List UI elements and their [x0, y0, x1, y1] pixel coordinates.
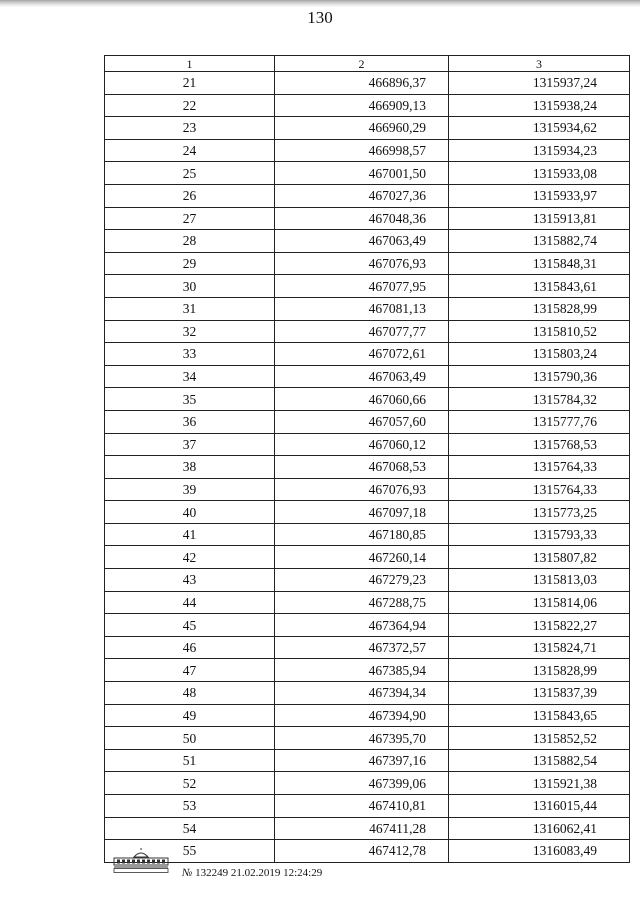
y-coordinate-cell: 1315764,33: [449, 478, 630, 501]
table-row: [105, 343, 630, 366]
column-header-1: 1: [105, 56, 275, 72]
y-coordinate-cell: 1315824,71: [449, 636, 630, 659]
table-row: [105, 659, 630, 682]
x-coordinate-cell: 467394,90: [275, 704, 449, 727]
point-number-cell: 34: [105, 365, 275, 388]
table-row: [105, 546, 630, 569]
x-coordinate-cell: 467081,13: [275, 297, 449, 320]
point-number-cell: 23: [105, 117, 275, 140]
registry-stamp-icon: [112, 848, 170, 874]
table-row: [105, 365, 630, 388]
point-number-cell: 37: [105, 433, 275, 456]
x-coordinate-cell: 467279,23: [275, 569, 449, 592]
y-coordinate-cell: 1315814,06: [449, 591, 630, 614]
point-number-cell: 38: [105, 456, 275, 479]
y-coordinate-cell: 1315843,61: [449, 275, 630, 298]
number-sign: №: [182, 867, 193, 879]
x-coordinate-cell: 467077,77: [275, 320, 449, 343]
y-coordinate-cell: 1315813,03: [449, 569, 630, 592]
y-coordinate-cell: 1315768,53: [449, 433, 630, 456]
y-coordinate-cell: 1315793,33: [449, 523, 630, 546]
y-coordinate-cell: 1315882,74: [449, 230, 630, 253]
table-row: [105, 252, 630, 275]
table-row: [105, 275, 630, 298]
x-coordinate-cell: 466909,13: [275, 94, 449, 117]
y-coordinate-cell: 1315934,23: [449, 139, 630, 162]
table-row: [105, 727, 630, 750]
table-row: [105, 704, 630, 727]
table-row: [105, 456, 630, 479]
x-coordinate-cell: 467097,18: [275, 501, 449, 524]
point-number-cell: 28: [105, 230, 275, 253]
point-number-cell: 55: [105, 840, 275, 863]
x-coordinate-cell: 467063,49: [275, 230, 449, 253]
table-row: [105, 207, 630, 230]
x-coordinate-cell: 466960,29: [275, 117, 449, 140]
point-number-cell: 21: [105, 72, 275, 95]
x-coordinate-cell: 467411,28: [275, 817, 449, 840]
table-row: [105, 795, 630, 818]
x-coordinate-cell: 466896,37: [275, 72, 449, 95]
table-row: [105, 614, 630, 637]
y-coordinate-cell: 1316015,44: [449, 795, 630, 818]
x-coordinate-cell: 467057,60: [275, 410, 449, 433]
x-coordinate-cell: 467180,85: [275, 523, 449, 546]
x-coordinate-cell: 467068,53: [275, 456, 449, 479]
x-coordinate-cell: 467048,36: [275, 207, 449, 230]
table-row: [105, 139, 630, 162]
point-number-cell: 50: [105, 727, 275, 750]
y-coordinate-cell: 1315777,76: [449, 410, 630, 433]
x-coordinate-cell: 466998,57: [275, 139, 449, 162]
point-number-cell: 41: [105, 523, 275, 546]
y-coordinate-cell: 1315934,62: [449, 117, 630, 140]
y-coordinate-cell: 1315843,65: [449, 704, 630, 727]
x-coordinate-cell: 467060,66: [275, 388, 449, 411]
x-coordinate-cell: 467076,93: [275, 478, 449, 501]
point-number-cell: 43: [105, 569, 275, 592]
point-number-cell: 53: [105, 795, 275, 818]
x-coordinate-cell: 467385,94: [275, 659, 449, 682]
point-number-cell: 46: [105, 636, 275, 659]
table-row: [105, 840, 630, 863]
table-row: [105, 478, 630, 501]
y-coordinate-cell: 1315921,38: [449, 772, 630, 795]
x-coordinate-cell: 467410,81: [275, 795, 449, 818]
point-number-cell: 32: [105, 320, 275, 343]
page-number: 130: [307, 8, 333, 27]
point-number-cell: 25: [105, 162, 275, 185]
table-row: [105, 230, 630, 253]
point-number-cell: 48: [105, 682, 275, 705]
x-coordinate-cell: 467288,75: [275, 591, 449, 614]
point-number-cell: 29: [105, 252, 275, 275]
x-coordinate-cell: 467260,14: [275, 546, 449, 569]
x-coordinate-cell: 467027,36: [275, 184, 449, 207]
point-number-cell: 44: [105, 591, 275, 614]
table-row: [105, 501, 630, 524]
point-number-cell: 52: [105, 772, 275, 795]
x-coordinate-cell: 467077,95: [275, 275, 449, 298]
point-number-cell: 30: [105, 275, 275, 298]
table-row: [105, 817, 630, 840]
y-coordinate-cell: 1315828,99: [449, 297, 630, 320]
coordinates-table: [104, 55, 630, 863]
point-number-cell: 39: [105, 478, 275, 501]
table-row: [105, 569, 630, 592]
table-row: [105, 297, 630, 320]
y-coordinate-cell: 1316062,41: [449, 817, 630, 840]
point-number-cell: 42: [105, 546, 275, 569]
point-number-cell: 40: [105, 501, 275, 524]
y-coordinate-cell: 1315837,39: [449, 682, 630, 705]
point-number-cell: 51: [105, 749, 275, 772]
point-number-cell: 33: [105, 343, 275, 366]
registration-number-date: 132249 21.02.2019 12:24:29: [195, 867, 323, 879]
table-row: [105, 433, 630, 456]
x-coordinate-cell: 467394,34: [275, 682, 449, 705]
point-number-cell: 26: [105, 184, 275, 207]
y-coordinate-cell: 1315933,97: [449, 184, 630, 207]
table-row: [105, 72, 630, 95]
x-coordinate-cell: 467395,70: [275, 727, 449, 750]
table-row: [105, 749, 630, 772]
y-coordinate-cell: 1315764,33: [449, 456, 630, 479]
point-number-cell: 24: [105, 139, 275, 162]
x-coordinate-cell: 467397,16: [275, 749, 449, 772]
x-coordinate-cell: 467001,50: [275, 162, 449, 185]
point-number-cell: 45: [105, 614, 275, 637]
table-row: [105, 184, 630, 207]
y-coordinate-cell: 1315790,36: [449, 365, 630, 388]
y-coordinate-cell: 1315803,24: [449, 343, 630, 366]
y-coordinate-cell: 1315882,54: [449, 749, 630, 772]
table-row: [105, 320, 630, 343]
point-number-cell: 36: [105, 410, 275, 433]
x-coordinate-cell: 467072,61: [275, 343, 449, 366]
y-coordinate-cell: 1315937,24: [449, 72, 630, 95]
table-row: [105, 388, 630, 411]
table-row: [105, 162, 630, 185]
registration-stamp-text: [182, 866, 322, 880]
x-coordinate-cell: 467076,93: [275, 252, 449, 275]
y-coordinate-cell: 1315773,25: [449, 501, 630, 524]
scan-edge: [0, 0, 640, 8]
point-number-cell: 35: [105, 388, 275, 411]
column-header-2: 2: [275, 56, 449, 72]
x-coordinate-cell: 467399,06: [275, 772, 449, 795]
y-coordinate-cell: 1315807,82: [449, 546, 630, 569]
point-number-cell: 49: [105, 704, 275, 727]
table-row: [105, 94, 630, 117]
y-coordinate-cell: 1315828,99: [449, 659, 630, 682]
y-coordinate-cell: 1315784,32: [449, 388, 630, 411]
point-number-cell: 27: [105, 207, 275, 230]
column-header-3: 3: [449, 56, 630, 72]
x-coordinate-cell: 467372,57: [275, 636, 449, 659]
table-row: [105, 591, 630, 614]
table-row: [105, 682, 630, 705]
point-number-cell: 31: [105, 297, 275, 320]
point-number-cell: 47: [105, 659, 275, 682]
table-row: [105, 410, 630, 433]
x-coordinate-cell: 467063,49: [275, 365, 449, 388]
table-row: [105, 117, 630, 140]
x-coordinate-cell: 467412,78: [275, 840, 449, 863]
table-row: [105, 636, 630, 659]
point-number-cell: 54: [105, 817, 275, 840]
y-coordinate-cell: 1315822,27: [449, 614, 630, 637]
y-coordinate-cell: 1315848,31: [449, 252, 630, 275]
table-row: [105, 523, 630, 546]
y-coordinate-cell: 1315938,24: [449, 94, 630, 117]
point-number-cell: 22: [105, 94, 275, 117]
table-header-row: [105, 56, 630, 72]
x-coordinate-cell: 467364,94: [275, 614, 449, 637]
y-coordinate-cell: 1315933,08: [449, 162, 630, 185]
y-coordinate-cell: 1316083,49: [449, 840, 630, 863]
y-coordinate-cell: 1315852,52: [449, 727, 630, 750]
y-coordinate-cell: 1315913,81: [449, 207, 630, 230]
table-row: [105, 772, 630, 795]
x-coordinate-cell: 467060,12: [275, 433, 449, 456]
y-coordinate-cell: 1315810,52: [449, 320, 630, 343]
